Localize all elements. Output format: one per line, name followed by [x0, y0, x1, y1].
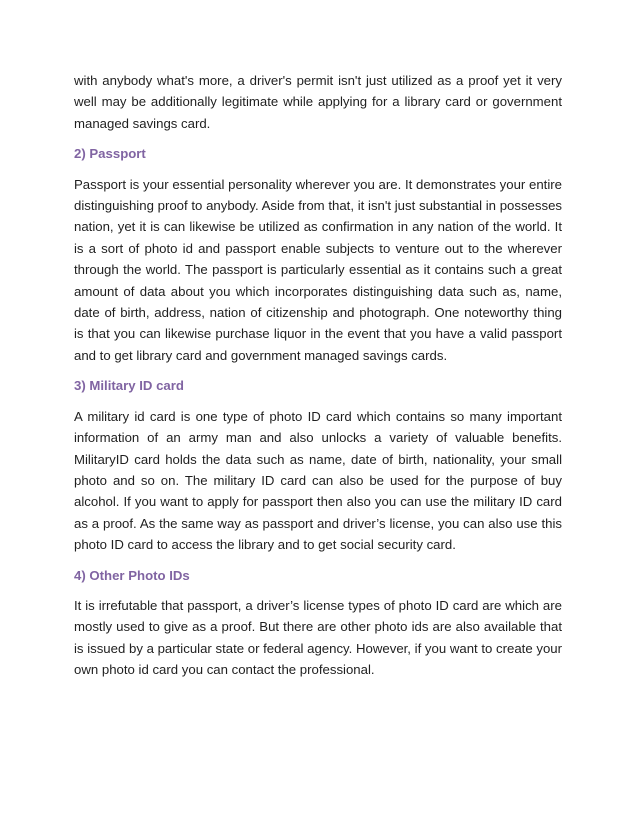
section-heading-other-photo-ids: 4) Other Photo IDs — [74, 567, 190, 583]
section-body-passport: Passport is your essential personality wherever you are. It demonstrates your entire distinguishing proof to anybody. Aside from that, it isn't just substantial in possesses nation, yet it is can likewise be utilized as confirmation in any nation of the world. It is a sort of photo id and passport enable subjects to venture out to the wherever through the world. The passport is particularly essential as it contains such a great amount of data about you which incorporates distinguishing data such as, name, date of birth, address, nation of citizenship and photograph. One noteworthy thing is that you can likewise purchase liquor in the event that you have a valid passport and to get library card and government managed savings cards. — [74, 176, 562, 363]
section-heading-military-id: 3) Military ID card — [74, 378, 184, 394]
section-body-military-id: A military id card is one type of photo ID card which contains so many important information of an army man and also unlocks a variety of valuable benefits. MilitaryID card holds the data such as name, date of birth, nationality, your small photo and so on. The military ID card can also be used for the purpose of buy alcohol. If you want to apply for passport then also you can use the military ID card as a proof. As the same way as passport and driver’s license, you can also use this photo ID card to access the library and to get social security card. — [74, 408, 562, 553]
intro-paragraph: with anybody what's more, a driver's permit isn't just utilized as a proof yet it very well may be additionally legitimate while applying for a library card or government managed savings card. — [74, 73, 562, 131]
section-body-other-photo-ids: It is irrefutable that passport, a driver’s license types of photo ID card are which are mostly used to give as a proof. But there are other photo ids are also available that is issued by a particular state or federal agency. However, if you want to create your own photo id card you can contact the professional. — [74, 597, 562, 678]
section-heading-passport: 2) Passport — [74, 146, 146, 162]
document-body — [74, 70, 562, 681]
